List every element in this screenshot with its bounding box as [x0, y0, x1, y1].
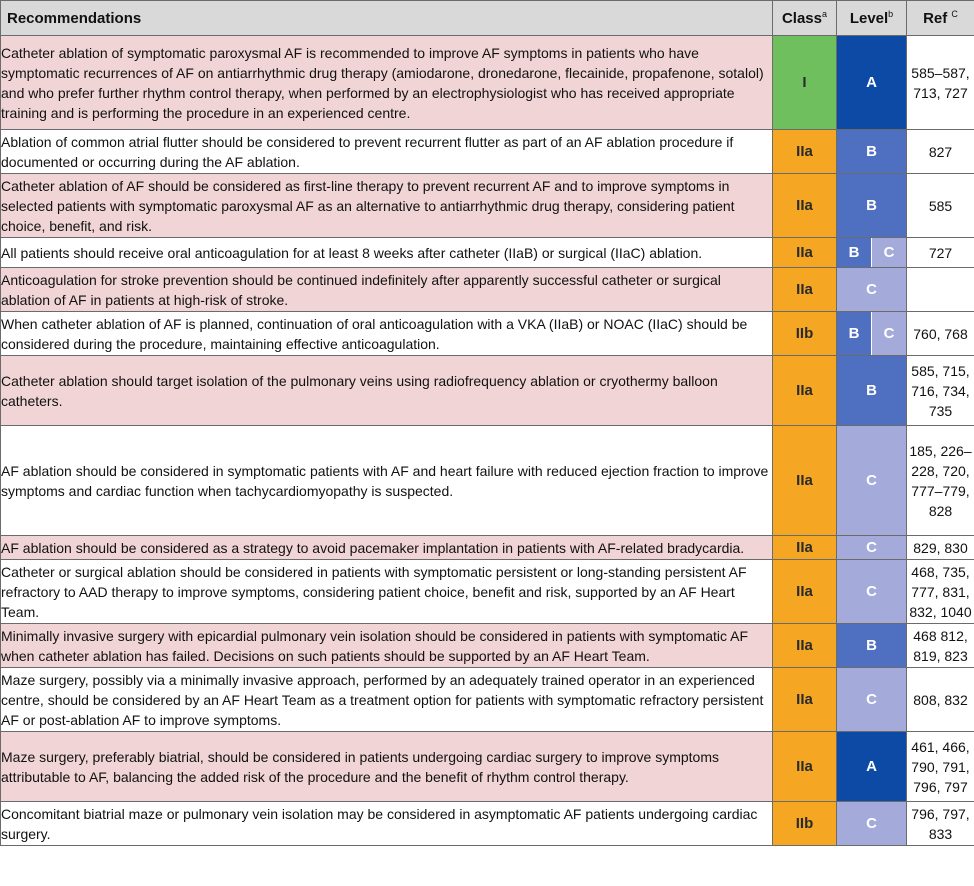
level-badge: B — [837, 174, 907, 238]
recommendation-row — [1, 268, 974, 312]
recommendation-text: Minimally invasive surgery with epicardial pulmonary vein isolation should be considered in patients with symptomatic AF when catheter ablation has failed. Decisions on such patients should be supported by an AF Heart Team. — [1, 624, 773, 668]
recommendation-text: Maze surgery, preferably biatrial, should be considered in patients undergoing cardiac surgery to improve symptoms attributable to AF, balancing the added risk of the procedure and the benefit of rhythm control therapy. — [1, 732, 773, 802]
level-badge: C — [837, 668, 907, 732]
recommendation-text: AF ablation should be considered as a strategy to avoid pacemaker implantation in patients with AF-related bradycardia. — [1, 536, 773, 560]
recommendation-row — [1, 36, 974, 130]
reference-cell: 185, 226–228, 720, 777–779, 828 — [907, 426, 974, 536]
recommendation-text: Catheter ablation of AF should be considered as first-line therapy to prevent recurrent AF and to improve symptoms in selected patients with symptomatic paroxysmal AF as an alternative to antiarrhythmic drug therapy, considering patient choice, benefit, and risk. — [1, 174, 773, 238]
level-badge: B — [837, 130, 907, 174]
class-badge: IIa — [773, 174, 837, 238]
recommendation-text: AF ablation should be considered in symptomatic patients with AF and heart failure with reduced ejection fraction to improve symptoms and cardiac function when tachycardiomyopathy is suspected. — [1, 426, 773, 536]
header-class: Class$^a$ — [773, 1, 837, 36]
recommendation-row — [1, 732, 974, 802]
level-badge: B — [837, 312, 872, 355]
recommendation-text: Catheter or surgical ablation should be considered in patients with symptomatic persistent or long-standing persistent AF refractory to AAD therapy to improve symptoms, considering patient choice, benefit and risk, supported by an AF Heart Team. — [1, 560, 773, 624]
class-badge: I — [773, 36, 837, 130]
class-badge: IIa — [773, 536, 837, 560]
reference-cell — [907, 268, 974, 312]
recommendation-row — [1, 238, 974, 268]
recommendation-text: Catheter ablation of symptomatic paroxysmal AF is recommended to improve AF symptoms in patients who have symptomatic recurrences of AF on antiarrhythmic drug therapy (amiodarone, dronedarone, flecainide, propafenone, sotalol) and who prefer further rhythm control therapy, when performed by an electrophysiologist who has received appropriate training and is performing the procedure in an experienced centre. — [1, 36, 773, 130]
header-row — [1, 1, 974, 36]
class-badge: IIa — [773, 426, 837, 536]
level-badge: C — [837, 268, 907, 312]
reference-cell: 585 — [907, 174, 974, 238]
recommendation-row — [1, 426, 974, 536]
recommendation-row — [1, 312, 974, 356]
reference-cell: 585–587, 713, 727 — [907, 36, 974, 130]
class-badge: IIa — [773, 268, 837, 312]
level-badge-split — [837, 238, 907, 268]
class-badge: IIa — [773, 560, 837, 624]
reference-cell: 760, 768 — [907, 312, 974, 356]
reference-cell: 827 — [907, 130, 974, 174]
level-badge: B — [837, 356, 907, 426]
reference-cell: 461, 466, 790, 791, 796, 797 — [907, 732, 974, 802]
class-badge: IIb — [773, 802, 837, 846]
class-badge: IIa — [773, 624, 837, 668]
level-badge: C — [837, 426, 907, 536]
class-badge: IIa — [773, 668, 837, 732]
recommendation-row — [1, 356, 974, 426]
reference-cell: 468, 735, 777, 831, 832, 1040 — [907, 560, 974, 624]
recommendation-row — [1, 624, 974, 668]
class-badge: IIa — [773, 732, 837, 802]
recommendation-row — [1, 174, 974, 238]
recommendation-text: Anticoagulation for stroke prevention should be continued indefinitely after apparently successful catheter or surgical ablation of AF in patients at high-risk of stroke. — [1, 268, 773, 312]
recommendation-text: Catheter ablation should target isolation of the pulmonary veins using radiofrequency ablation or cryothermy balloon catheters. — [1, 356, 773, 426]
level-badge: C — [872, 312, 906, 355]
recommendation-row — [1, 130, 974, 174]
recommendation-text: Maze surgery, possibly via a minimally invasive approach, performed by an adequately trained operator in an experienced centre, should be considered by an AF Heart Team as a treatment option for patients with symptomatic refractory persistent AF or post-ablation AF to improve symptoms. — [1, 668, 773, 732]
level-badge: C — [872, 238, 906, 267]
class-badge: IIa — [773, 130, 837, 174]
recommendation-text: When catheter ablation of AF is planned, continuation of oral anticoagulation with a VKA (IIaB) or NOAC (IIaC) should be considered during the procedure, maintaining effective anticoagulation. — [1, 312, 773, 356]
level-badge: A — [837, 36, 907, 130]
level-badge: B — [837, 238, 872, 267]
class-badge: IIa — [773, 356, 837, 426]
reference-cell: 727 — [907, 238, 974, 268]
header-ref: Ref $^C$ — [907, 1, 974, 36]
reference-cell: 829, 830 — [907, 536, 974, 560]
reference-cell: 808, 832 — [907, 668, 974, 732]
recommendation-text: Ablation of common atrial flutter should be considered to prevent recurrent flutter as part of an AF ablation procedure if documented or occurring during the AF ablation. — [1, 130, 773, 174]
recommendation-row — [1, 802, 974, 846]
recommendation-text: All patients should receive oral anticoagulation for at least 8 weeks after catheter (IIaB) or surgical (IIaC) ablation. — [1, 238, 773, 268]
reference-cell: 796, 797, 833 — [907, 802, 974, 846]
level-badge: C — [837, 536, 907, 560]
level-badge: C — [837, 802, 907, 846]
reference-cell: 585, 715, 716, 734, 735 — [907, 356, 974, 426]
level-badge-split — [837, 312, 907, 356]
recommendation-row — [1, 560, 974, 624]
header-level: Level$^b$ — [837, 1, 907, 36]
class-badge: IIb — [773, 312, 837, 356]
class-badge: IIa — [773, 238, 837, 268]
recommendation-row — [1, 668, 974, 732]
recommendation-row — [1, 536, 974, 560]
header-recommendations: Recommendations — [1, 1, 773, 36]
level-badge: A — [837, 732, 907, 802]
reference-cell: 468 812, 819, 823 — [907, 624, 974, 668]
level-badge: C — [837, 560, 907, 624]
recommendation-text: Concomitant biatrial maze or pulmonary vein isolation may be considered in asymptomatic AF patients undergoing cardiac surgery. — [1, 802, 773, 846]
level-badge: B — [837, 624, 907, 668]
